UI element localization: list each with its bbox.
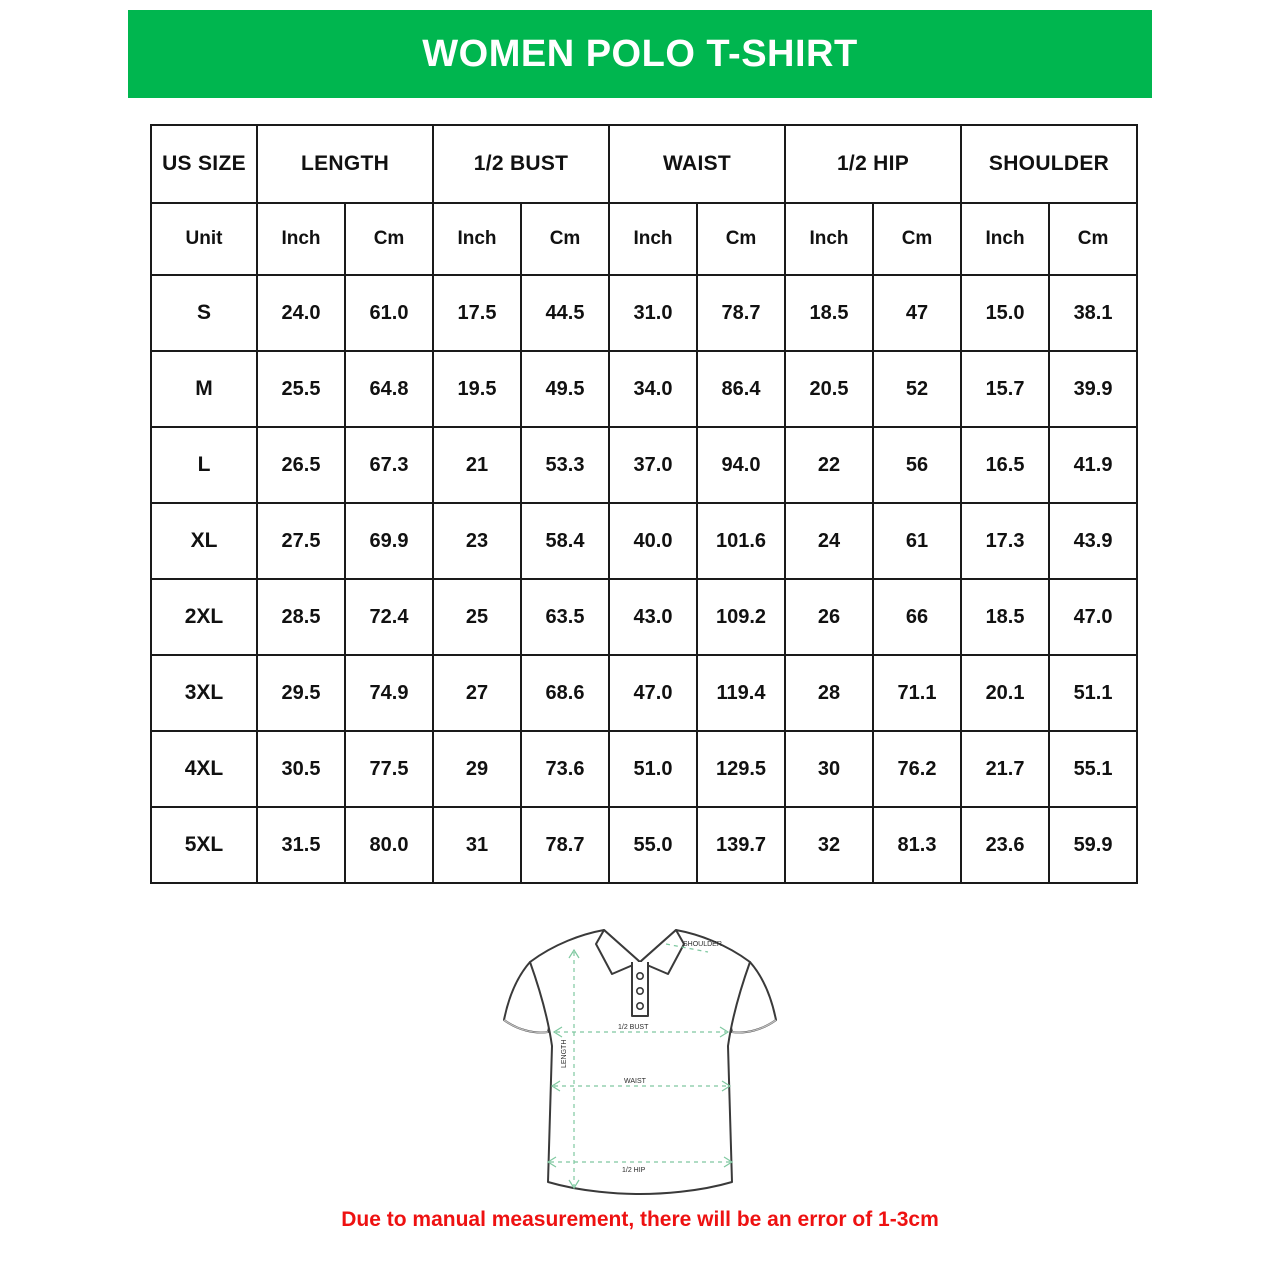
cell-value: 139.7 [697,807,785,883]
unit-length-inch: Inch [257,203,345,275]
cell-value: 66 [873,579,961,655]
cell-value: 61.0 [345,275,433,351]
cell-value: 44.5 [521,275,609,351]
measurement-note: Due to manual measurement, there will be an error of 1-3cm [341,1208,939,1231]
cell-value: 25 [433,579,521,655]
header-half-bust: 1/2 BUST [433,125,609,203]
polo-shirt-illustration [470,900,810,1200]
size-table [150,124,1138,884]
unit-length-cm: Cm [345,203,433,275]
cell-value: 59.9 [1049,807,1137,883]
cell-value: 28 [785,655,873,731]
cell-value: 51.1 [1049,655,1137,731]
cell-size: M [151,351,257,427]
cell-size: L [151,427,257,503]
unit-hip-inch: Inch [785,203,873,275]
cell-value: 51.0 [609,731,697,807]
cell-value: 47.0 [609,655,697,731]
cell-size: 2XL [151,579,257,655]
label-half-hip: 1/2 HIP [622,1167,646,1174]
cell-value: 43.9 [1049,503,1137,579]
unit-bust-inch: Inch [433,203,521,275]
cell-value: 23.6 [961,807,1049,883]
label-half-bust: 1/2 BUST [618,1024,649,1031]
cell-value: 30 [785,731,873,807]
cell-value: 28.5 [257,579,345,655]
cell-value: 21 [433,427,521,503]
cell-value: 31 [433,807,521,883]
cell-value: 69.9 [345,503,433,579]
unit-bust-cm: Cm [521,203,609,275]
cell-value: 55.1 [1049,731,1137,807]
table-row [151,427,1137,503]
cell-value: 101.6 [697,503,785,579]
label-shoulder: SHOULDER [683,941,722,948]
cell-value: 53.3 [521,427,609,503]
cell-value: 73.6 [521,731,609,807]
cell-value: 94.0 [697,427,785,503]
cell-value: 17.3 [961,503,1049,579]
cell-value: 22 [785,427,873,503]
cell-size: 3XL [151,655,257,731]
cell-value: 67.3 [345,427,433,503]
cell-value: 68.6 [521,655,609,731]
header-banner [128,10,1152,98]
cell-value: 15.0 [961,275,1049,351]
unit-waist-cm: Cm [697,203,785,275]
cell-value: 26.5 [257,427,345,503]
cell-value: 34.0 [609,351,697,427]
unit-shoulder-cm: Cm [1049,203,1137,275]
cell-value: 63.5 [521,579,609,655]
cell-value: 129.5 [697,731,785,807]
unit-label: Unit [151,203,257,275]
cell-value: 49.5 [521,351,609,427]
cell-value: 20.5 [785,351,873,427]
cell-value: 78.7 [521,807,609,883]
cell-value: 30.5 [257,731,345,807]
cell-value: 47 [873,275,961,351]
unit-waist-inch: Inch [609,203,697,275]
cell-value: 80.0 [345,807,433,883]
cell-value: 17.5 [433,275,521,351]
table-row [151,807,1137,883]
unit-hip-cm: Cm [873,203,961,275]
table-group-header-row [151,125,1137,203]
cell-value: 15.7 [961,351,1049,427]
header-us-size: US SIZE [151,125,257,203]
table-unit-row [151,203,1137,275]
cell-value: 29.5 [257,655,345,731]
cell-value: 16.5 [961,427,1049,503]
table-row [151,351,1137,427]
cell-size: 4XL [151,731,257,807]
cell-value: 56 [873,427,961,503]
cell-value: 29 [433,731,521,807]
cell-value: 24.0 [257,275,345,351]
table-row [151,579,1137,655]
cell-value: 55.0 [609,807,697,883]
cell-value: 39.9 [1049,351,1137,427]
size-table-container [150,124,1130,884]
cell-value: 76.2 [873,731,961,807]
cell-value: 43.0 [609,579,697,655]
cell-value: 19.5 [433,351,521,427]
cell-value: 21.7 [961,731,1049,807]
header-shoulder: SHOULDER [961,125,1137,203]
cell-value: 58.4 [521,503,609,579]
cell-value: 77.5 [345,731,433,807]
cell-value: 25.5 [257,351,345,427]
cell-value: 71.1 [873,655,961,731]
cell-value: 32 [785,807,873,883]
table-row [151,275,1137,351]
cell-value: 18.5 [961,579,1049,655]
unit-shoulder-inch: Inch [961,203,1049,275]
cell-value: 41.9 [1049,427,1137,503]
cell-size: S [151,275,257,351]
table-row [151,655,1137,731]
cell-value: 26 [785,579,873,655]
cell-value: 31.0 [609,275,697,351]
header-half-hip: 1/2 HIP [785,125,961,203]
cell-value: 72.4 [345,579,433,655]
cell-value: 52 [873,351,961,427]
cell-value: 31.5 [257,807,345,883]
cell-value: 37.0 [609,427,697,503]
cell-value: 64.8 [345,351,433,427]
cell-value: 40.0 [609,503,697,579]
table-row [151,731,1137,807]
cell-value: 24 [785,503,873,579]
cell-value: 27.5 [257,503,345,579]
cell-value: 23 [433,503,521,579]
cell-value: 38.1 [1049,275,1137,351]
cell-value: 27 [433,655,521,731]
page-title: WOMEN POLO T-SHIRT [422,33,858,75]
cell-value: 20.1 [961,655,1049,731]
cell-value: 109.2 [697,579,785,655]
cell-size: 5XL [151,807,257,883]
header-length: LENGTH [257,125,433,203]
cell-value: 47.0 [1049,579,1137,655]
label-waist: WAIST [624,1078,646,1085]
cell-value: 81.3 [873,807,961,883]
cell-value: 61 [873,503,961,579]
cell-size: XL [151,503,257,579]
cell-value: 18.5 [785,275,873,351]
header-waist: WAIST [609,125,785,203]
cell-value: 86.4 [697,351,785,427]
cell-value: 78.7 [697,275,785,351]
cell-value: 74.9 [345,655,433,731]
label-length: LENGTH [561,1039,568,1068]
table-row [151,503,1137,579]
cell-value: 119.4 [697,655,785,731]
